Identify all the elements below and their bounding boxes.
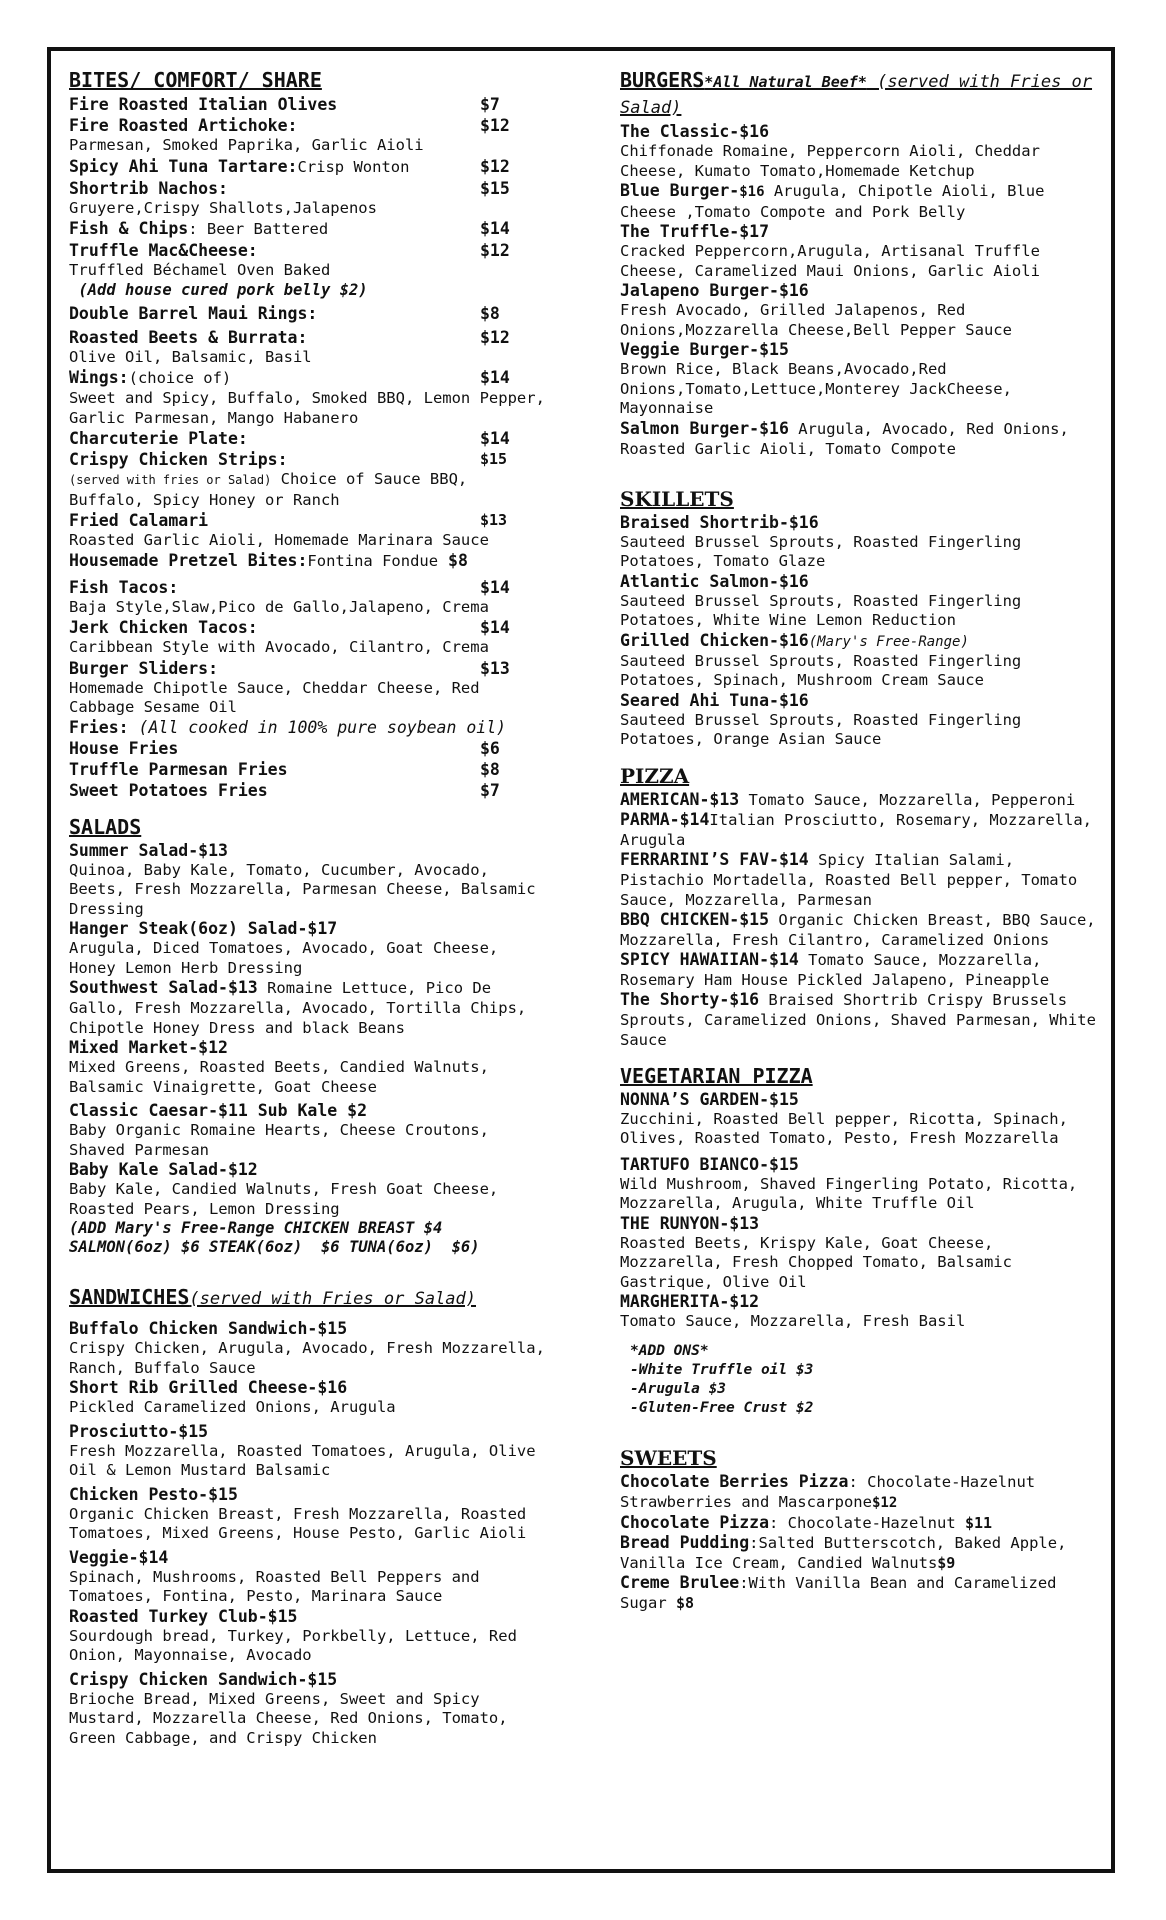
item-desc: Chiffonade Romaine, Peppercorn Aioli, Cheddar Cheese, Kumato Tomato,Homemade Ketchup — [620, 142, 1040, 180]
menu-item: Buffalo Chicken Sandwich-$15 — [69, 1319, 348, 1338]
pizza-section — [620, 764, 1100, 1050]
menu-item: Baby Kale Salad-$12 — [69, 1160, 258, 1179]
item-desc: Fresh Mozzarella, Roasted Tomatoes, Arugula, Olive Oil & Lemon Mustard Balsamic — [69, 1441, 536, 1479]
menu-item: Charcuterie Plate: $14 — [69, 429, 510, 448]
menu-item: Roasted Turkey Club-$15 — [69, 1606, 298, 1626]
item-desc: Roasted Beets, Krispy Kale, Goat Cheese, Mozzarella, Fresh Chopped Tomato, Balsamic Gastrique, Olive Oil — [620, 1233, 1012, 1291]
bites-section — [69, 68, 549, 801]
menu-item: Spicy Ahi Tuna Tartare:Crisp Wonton $12 — [69, 156, 510, 176]
menu-item: Atlantic Salmon-$16 — [620, 571, 809, 591]
menu-item: MARGHERITA-$12 — [620, 1292, 760, 1311]
menu-item: Veggie Burger-$15 — [620, 340, 789, 359]
menu-item: BBQ CHICKEN-$15 Organic Chicken Breast, BBQ Sauce, Mozzarella, Fresh Cilantro, Caramelized Onions — [620, 909, 1096, 949]
menu-item: THE RUNYON-$13 — [620, 1213, 760, 1233]
vegetarian-pizza-section — [620, 1064, 1100, 1418]
vegetarian-pizza-title: VEGETARIAN PIZZA — [620, 1063, 813, 1088]
menu-item: Fire Roasted Italian Olives $7 — [69, 95, 500, 114]
salads-title: SALADS — [69, 814, 142, 839]
item-desc: Homemade Chipotle Sauce, Cheddar Cheese, Red Cabbage Sesame Oil — [69, 678, 480, 716]
item-desc: Sauteed Brussel Sprouts, Roasted Fingerling Potatoes, Orange Asian Sauce — [620, 710, 1022, 748]
item-desc: Olive Oil, Balsamic, Basil — [69, 347, 312, 366]
menu-item: FERRARINI’S FAV-$14 Spicy Italian Salami, Pistachio Mortadella, Roasted Bell pepper, Tomato Sauce, Mozzarella, Parmesan — [620, 849, 1078, 909]
menu-item: Summer Salad-$13 — [69, 840, 228, 860]
menu-item: The Shorty-$16 Braised Shortrib Crispy Brussels Sprouts, Caramelized Onions, Shaved Parmesan, White Sauce — [620, 989, 1096, 1049]
item-desc: Sourdough bread, Turkey, Porkbelly, Lettuce, Red Onion, Mayonnaise, Avocado — [69, 1626, 517, 1664]
item-desc: Roasted Garlic Aioli, Homemade Marinara Sauce — [69, 531, 489, 549]
menu-item: Fried Calamari $13 — [69, 511, 508, 530]
sweets-section — [620, 1446, 1100, 1613]
menu-item: Grilled Chicken-$16(Mary's Free-Range) — [620, 630, 969, 650]
item-desc: Organic Chicken Breast, Fresh Mozzarella, Roasted Tomatoes, Mixed Greens, House Pesto, Garlic Aioli — [69, 1504, 527, 1542]
add-on-item: -Gluten-Free Crust $2 — [630, 1399, 814, 1416]
burgers-section — [620, 68, 1100, 459]
item-desc: Truffled Béchamel Oven Baked — [69, 261, 331, 279]
menu-item: Bread Pudding:Salted Butterscotch, Baked Apple, Vanilla Ice Cream, Candied Walnuts$9 — [620, 1532, 1067, 1572]
menu-item: Short Rib Grilled Cheese-$16 — [69, 1378, 348, 1397]
bites-title: BITES/ COMFORT/ SHARE — [69, 68, 322, 92]
add-on-item: -White Truffle oil $3 — [630, 1361, 814, 1378]
item-desc: Fresh Avocado, Grilled Jalapenos, Red Onions,Mozzarella Cheese,Bell Pepper Sauce — [620, 301, 1012, 339]
menu-item: NONNA’S GARDEN-$15 — [620, 1089, 799, 1109]
menu-item: House Fries $6 — [69, 738, 500, 758]
item-desc: Brown Rice, Black Beans,Avocado,Red Onions,Tomato,Lettuce,Monterey JackCheese, Mayonnaise — [620, 360, 1012, 417]
menu-item: Southwest Salad-$13 Romaine Lettuce, Pico De Gallo, Fresh Mozzarella, Avocado, Tortilla Chips, Chipotle Honey Dress and black Beans — [69, 978, 527, 1037]
menu-item: Sweet Potatoes Fries $7 — [69, 780, 500, 800]
menu-item: Salmon Burger-$16 Arugula, Avocado, Red Onions, Roasted Garlic Aioli, Tomato Compote — [620, 418, 1069, 458]
menu-item: Braised Shortrib-$16 — [620, 512, 819, 532]
item-desc: Pickled Caramelized Onions, Arugula — [69, 1398, 396, 1416]
left-column — [69, 68, 549, 1748]
menu-item: Crispy Chicken Strips: $15 — [69, 450, 508, 469]
item-desc: Brioche Bread, Mixed Greens, Sweet and Spicy Mustard, Mozzarella Cheese, Red Onions, Tomato, Green Cabbage, and Crispy Chicken — [69, 1689, 508, 1747]
sandwiches-section — [69, 1285, 549, 1748]
item-desc: Tomato Sauce, Mozzarella, Fresh Basil — [620, 1312, 966, 1330]
item-desc: Sauteed Brussel Sprouts, Roasted Fingerling Potatoes, Tomato Glaze — [620, 532, 1022, 570]
item-desc: Baby Organic Romaine Hearts, Cheese Croutons, Shaved Parmesan — [69, 1121, 489, 1159]
item-desc: (served with fries or Salad) Choice of Sauce BBQ, Buffalo, Spicy Honey or Ranch — [69, 470, 468, 509]
menu-item: Chicken Pesto-$15 — [69, 1484, 238, 1504]
salad-add-ons: (ADD Mary's Free-Range CHICKEN BREAST $4 — [69, 1219, 443, 1237]
item-desc: Sweet and Spicy, Buffalo, Smoked BBQ, Lemon Pepper, Garlic Parmesan, Mango Habanero — [69, 389, 545, 427]
menu-item: Chocolate Pizza: Chocolate-Hazelnut $11 — [620, 1512, 993, 1532]
salads-section — [69, 815, 549, 1258]
sweets-title: SWEETS — [620, 1445, 717, 1470]
item-desc: Baja Style,Slaw,Pico de Gallo,Jalapeno, Crema — [69, 597, 489, 616]
menu-item: Veggie-$14 — [69, 1547, 169, 1567]
add-on-item: -Arugula $3 — [630, 1380, 727, 1397]
menu-item: Wings:(choice of) $14 — [69, 368, 510, 387]
menu-item: Mixed Market-$12 — [69, 1038, 228, 1057]
menu-item: Double Barrel Maui Rings: $8 — [69, 303, 500, 323]
menu-item: Burger Sliders: $13 — [69, 658, 510, 678]
menu-item: Fire Roasted Artichoke: $12 — [69, 116, 510, 135]
menu-item: Hanger Steak(6oz) Salad-$17 — [69, 919, 338, 938]
item-desc: Baby Kale, Candied Walnuts, Fresh Goat Cheese, Roasted Pears, Lemon Dressing — [69, 1180, 499, 1218]
menu-item: TARTUFO BIANCO-$15 — [620, 1154, 799, 1174]
item-desc: Cracked Peppercorn,Arugula, Artisanal Truffle Cheese, Caramelized Maui Onions, Garlic Aioli — [620, 242, 1040, 280]
right-column — [620, 68, 1100, 1613]
item-desc: Sauteed Brussel Sprouts, Roasted Fingerling Potatoes, Spinach, Mushroom Cream Sauce — [620, 651, 1022, 689]
item-note: (Add house cured pork belly $2) — [69, 280, 368, 299]
item-desc: Gruyere,Crispy Shallots,Jalapenos — [69, 198, 377, 217]
salad-add-ons: SALMON(6oz) $6 STEAK(6oz) $6 TUNA(6oz) $6) — [69, 1238, 480, 1256]
item-desc: Parmesan, Smoked Paprika, Garlic Aioli — [69, 136, 424, 154]
menu-item: PARMA-$14Italian Prosciutto, Rosemary, Mozzarella, Arugula — [620, 809, 1093, 849]
menu-item: Fish & Chips: Beer Battered $14 — [69, 219, 510, 238]
item-desc: Caribbean Style with Avocado, Cilantro, Crema — [69, 638, 489, 656]
menu-item: The Truffle-$17 — [620, 222, 770, 241]
menu-item: Housemade Pretzel Bites:Fontina Fondue $8 — [69, 550, 468, 570]
item-desc: Crispy Chicken, Arugula, Avocado, Fresh Mozzarella, Ranch, Buffalo Sauce — [69, 1339, 545, 1377]
skillets-section — [620, 487, 1100, 750]
item-desc: Zucchini, Roasted Bell pepper, Ricotta, Spinach, Olives, Roasted Tomato, Pesto, Fresh Mozzarella — [620, 1109, 1068, 1147]
skillets-title: SKILLETS — [620, 486, 734, 511]
menu-item: Chocolate Berries Pizza: Chocolate-Hazelnut Strawberries and Mascarpone$12 — [620, 1471, 1036, 1511]
item-desc: Arugula, Diced Tomatoes, Avocado, Goat Cheese, Honey Lemon Herb Dressing — [69, 939, 499, 977]
menu-item: Prosciutto-$15 — [69, 1421, 209, 1441]
menu-item: Shortrib Nachos: $15 — [69, 178, 510, 198]
menu-item: The Classic-$16 — [620, 122, 770, 141]
menu-item: Seared Ahi Tuna-$16 — [620, 690, 809, 710]
item-desc: Mixed Greens, Roasted Beets, Candied Walnuts, Balsamic Vinaigrette, Goat Cheese — [69, 1058, 489, 1096]
add-ons-heading: *ADD ONS* — [630, 1342, 709, 1359]
burgers-title: BURGERS*All Natural Beef* (served with Fries or Salad) — [620, 68, 1093, 118]
item-desc: Quinoa, Baby Kale, Tomato, Cucumber, Avocado, Beets, Fresh Mozzarella, Parmesan Cheese, Balsamic Dressing — [69, 860, 536, 918]
menu-item: Creme Brulee:With Vanilla Bean and Caramelized Sugar $8 — [620, 1572, 1057, 1612]
menu-item: Classic Caesar-$11 Sub Kale $2 — [69, 1101, 368, 1120]
menu-item: Crispy Chicken Sandwich-$15 — [69, 1669, 338, 1689]
menu-item: SPICY HAWAIIAN-$14 Tomato Sauce, Mozzarella, Rosemary Ham House Pickled Jalapeno, Pineapple — [620, 949, 1050, 989]
menu-item: Truffle Parmesan Fries $8 — [69, 759, 500, 779]
item-desc: Spinach, Mushrooms, Roasted Bell Peppers and Tomatoes, Fontina, Pesto, Marinara Sauce — [69, 1567, 480, 1605]
pizza-title: PIZZA — [620, 763, 690, 788]
menu-item: Truffle Mac&Cheese: $12 — [69, 241, 510, 260]
item-desc: Sauteed Brussel Sprouts, Roasted Fingerling Potatoes, White Wine Lemon Reduction — [620, 591, 1022, 629]
menu-item: AMERICAN-$13 Tomato Sauce, Mozzarella, Pepperoni — [620, 789, 1076, 809]
fries-heading: Fries: (All cooked in 100% pure soybean oil) — [69, 717, 507, 737]
sandwiches-title: SANDWICHES(served with Fries or Salad) — [69, 1285, 476, 1309]
menu-item: Roasted Beets & Burrata: $12 — [69, 327, 510, 347]
menu-item: Jerk Chicken Tacos: $14 — [69, 618, 510, 637]
menu-item: Blue Burger-$16 Arugula, Chipotle Aioli, Blue Cheese ,Tomato Compote and Pork Belly — [620, 181, 1045, 221]
menu-item: Fish Tacos: $14 — [69, 577, 510, 597]
menu-item: Jalapeno Burger-$16 — [620, 281, 809, 300]
item-desc: Wild Mushroom, Shaved Fingerling Potato, Ricotta, Mozzarella, Arugula, White Truffle Oil — [620, 1174, 1078, 1212]
